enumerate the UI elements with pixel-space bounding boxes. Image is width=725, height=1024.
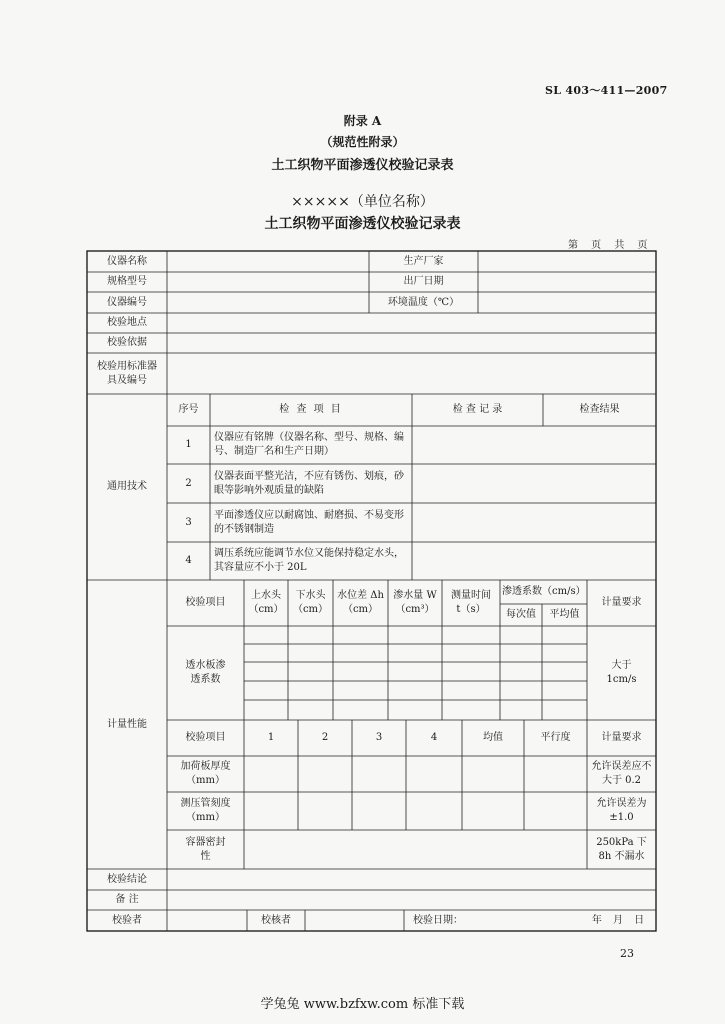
perm-col-item: 校验项目 bbox=[185, 597, 226, 608]
col-check-record: 检 查 记 录 bbox=[452, 404, 503, 415]
items-col-2: 2 bbox=[321, 732, 329, 743]
label-calib-place: 校验地点 bbox=[107, 317, 147, 328]
row-item-3: 平面渗透仪应以耐腐蚀、耐磨损、不易变形的不锈钢制造 bbox=[214, 509, 404, 535]
col-check-item: 检 查 项 目 bbox=[279, 404, 343, 415]
label-remarks: 备 注 bbox=[115, 894, 139, 905]
unit-name: ×××××（单位名称） bbox=[291, 194, 434, 210]
page-info: 第 页 共 页 bbox=[568, 240, 648, 251]
date-format: 年 月 日 bbox=[591, 914, 645, 926]
col-check-result: 检查结果 bbox=[579, 404, 620, 415]
items-col-1: 1 bbox=[267, 732, 275, 743]
label-calib-date: 校验日期： bbox=[413, 914, 463, 926]
perm-col-upper-head: 上水头（cm） bbox=[248, 590, 284, 615]
perm-col-each: 每次值 bbox=[506, 609, 536, 620]
label-std-equipment: 校验用标准器具及编号 bbox=[97, 360, 157, 386]
appendix-label: 附录 A bbox=[343, 114, 382, 128]
perm-col-req: 计量要求 bbox=[601, 597, 642, 608]
label-mfg-date: 出厂日期 bbox=[403, 276, 444, 287]
items-col-parallel: 平行度 bbox=[540, 732, 571, 743]
items-col-mean: 均值 bbox=[483, 732, 503, 743]
items-row-label-2: 测压管刻度（mm） bbox=[180, 798, 231, 823]
perm-col-avg: 平均值 bbox=[549, 609, 580, 620]
row-no-3: 3 bbox=[185, 516, 192, 528]
page-number: 23 bbox=[620, 947, 634, 960]
items-col-req: 计量要求 bbox=[601, 732, 642, 743]
row-item-4: 调压系统应能调节水位又能保持稳定水头，其容量应不小于 20L bbox=[214, 548, 404, 573]
items-row-label-1: 加荷板厚度（mm） bbox=[180, 761, 231, 786]
label-env-temp: 环境温度（℃） bbox=[387, 296, 460, 308]
row-no-2: 2 bbox=[185, 477, 192, 489]
perm-col-water-diff: 水位差 Δh（cm） bbox=[337, 590, 384, 615]
items-row-req-2: 允许误差为±1.0 bbox=[596, 798, 647, 823]
form-title: 土工织物平面渗透仪校验记录表 bbox=[264, 216, 461, 232]
label-instrument-no: 仪器编号 bbox=[107, 296, 147, 308]
label-calib-basis: 校验依据 bbox=[107, 337, 147, 348]
watermark-footer: 学兔兔 www.bzfxw.com 标准下载 bbox=[260, 997, 465, 1012]
standard-number: SL 403～411—2007 bbox=[545, 84, 668, 97]
label-conclusion: 校验结论 bbox=[107, 873, 147, 885]
row-item-1: 仪器应有铭牌（仪器名称、型号、规格、编号、制造厂名和生产日期） bbox=[214, 432, 404, 457]
row-item-2: 仪器表面平整光洁，不应有锈伤、划痕，砂眼等影响外观质量的缺陷 bbox=[214, 470, 404, 496]
items-row-label-3: 容器密封性 bbox=[185, 836, 226, 862]
label-metrology: 计量性能 bbox=[107, 718, 147, 730]
appendix-title: 土工织物平面渗透仪校验记录表 bbox=[271, 158, 454, 173]
items-col-4: 4 bbox=[430, 732, 438, 743]
col-no: 序号 bbox=[178, 404, 199, 415]
row-no-4: 4 bbox=[185, 555, 192, 566]
items-col-3: 3 bbox=[375, 732, 383, 743]
perm-row-req: 大于 1cm/s bbox=[606, 660, 637, 685]
perm-col-lower-head: 下水头（cm） bbox=[292, 590, 329, 615]
items-col-item: 校验项目 bbox=[185, 732, 226, 743]
label-model: 规格型号 bbox=[107, 276, 147, 287]
normative-label: （规范性附录） bbox=[320, 135, 405, 149]
items-row-req-1: 允许误差应不大于 0.2 bbox=[591, 761, 652, 786]
label-instrument-name: 仪器名称 bbox=[107, 255, 147, 267]
label-checker: 校核者 bbox=[261, 914, 291, 926]
row-no-1: 1 bbox=[185, 439, 192, 450]
label-calibrator: 校验者 bbox=[112, 914, 142, 926]
perm-col-seepage: 渗水量 W（cm³） bbox=[393, 590, 437, 615]
perm-row-label: 透水板渗透系数 bbox=[185, 660, 226, 685]
label-manufacturer: 生产厂家 bbox=[403, 255, 444, 267]
perm-col-time: 测量时间 t（s） bbox=[451, 590, 491, 615]
items-row-req-3: 250kPa 下 8h 不漏水 bbox=[596, 836, 647, 862]
perm-col-coef: 渗透系数（cm/s） bbox=[502, 586, 586, 597]
label-general-tech: 通用技术 bbox=[107, 481, 147, 492]
